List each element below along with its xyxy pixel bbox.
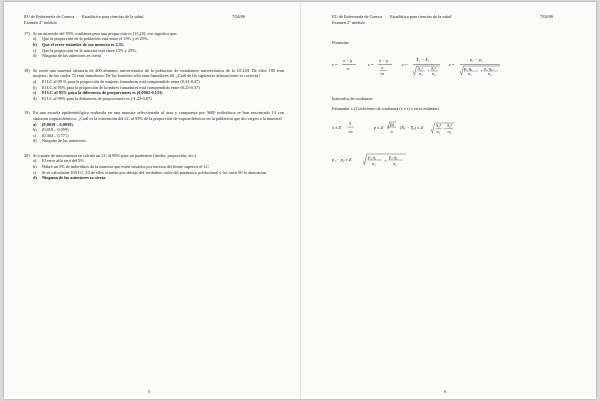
svg-text:n₁: n₁ <box>419 71 423 76</box>
option-text: Que la proporción de la población está entre el 15% y el 25%. <box>42 36 149 42</box>
question-20 <box>24 153 284 181</box>
option-letter: a) <box>33 158 37 164</box>
page-number: 6 <box>444 389 447 395</box>
option-letter: c) <box>33 169 37 175</box>
svg-text:n₂: n₂ <box>447 129 452 134</box>
svg-text:p₂·q₂: p₂·q₂ <box>484 66 493 71</box>
option-text: El LC al 95% para la diferencia de proporciones es (0,0062-0,153) <box>42 90 163 96</box>
option-letter: a) <box>33 36 37 42</box>
svg-text:+: + <box>427 68 430 73</box>
svg-text:S₂²: S₂² <box>447 123 452 128</box>
svg-text:p₁ − p₂: p₁ − p₂ <box>470 57 483 62</box>
right-header <box>332 14 582 26</box>
right-page <box>332 0 582 397</box>
svg-text:X̄₁ − X̄₂: X̄₁ − X̄₂ <box>416 57 430 62</box>
svg-text:√n: √n <box>379 71 385 76</box>
question-text: Si a partir de una muestra se calcula un LC al 90% para un parámetro (media, proporción, etc.) <box>33 152 196 158</box>
svg-text:p₂·q₂: p₂·q₂ <box>389 154 398 160</box>
left-header <box>24 14 284 26</box>
z-formulas <box>332 54 582 80</box>
svg-text:n₂: n₂ <box>432 71 436 76</box>
question-list <box>24 31 284 181</box>
option-letter: b) <box>33 164 37 170</box>
header-exam: Examen 2º módulo <box>332 19 365 25</box>
svg-text:z =: z = <box>368 62 374 67</box>
option-text: Que la proporción en la muestra está entre 15% y 25%. <box>42 47 137 53</box>
option-text: El LC al 99% para la diferencia de proporciones es (-1,23-0,87) <box>42 95 152 101</box>
question-18 <box>24 68 284 102</box>
option-correct <box>33 175 284 181</box>
header-institution: EU de Enfermería de Cuenca <box>332 14 383 19</box>
intervals-heading: Intervalos de confianza: <box>332 96 374 101</box>
question-number: 20) <box>24 152 30 158</box>
option-letter: a) <box>33 121 37 127</box>
header-exam: Examen 2º módulo <box>24 19 57 25</box>
svg-text:x − μ: x − μ <box>343 58 353 63</box>
header-date: 7/04/06 <box>540 14 554 19</box>
svg-text:x̄ ± Z: x̄ ± Z <box>332 125 341 130</box>
option-text: Que el error estándar de esa muestra es 2,55. <box>42 41 125 47</box>
option-letter: c) <box>33 47 37 53</box>
formulas-heading: Fórmulas: <box>332 40 350 45</box>
svg-text:+: + <box>443 126 447 131</box>
question-text: Si un intervalo del 95% confianza para una proporción es [15,25], eso significa que: <box>33 30 178 36</box>
option-letter: d) <box>33 53 37 59</box>
header-date: 7/04/06 <box>232 14 246 19</box>
option-letter: d) <box>33 95 37 101</box>
svg-text:z =: z = <box>332 62 338 67</box>
option <box>33 53 284 59</box>
svg-text:n₁: n₁ <box>468 71 472 76</box>
option-text: (0,0019 – 0,0059) <box>42 121 73 127</box>
page-number: 5 <box>148 389 151 395</box>
question-text: Se tomó una muestra aleatoria de 400 alumnos universitarios de la población de estudiantes universitarios de la UCLM. De ellos 180 eran mujeres, de las cuales 72 eran fumadoras. De los hombres sólo eran fumadores 66. ¿Cuál de las siguientes afirmaciones es correcta? <box>33 67 284 79</box>
svg-text:p₁·q₁: p₁·q₁ <box>464 66 473 71</box>
interval-formula-proportions <box>332 148 582 172</box>
option <box>33 96 284 102</box>
option-letter: d) <box>33 138 37 144</box>
option-text: Habrá un 5% de individuos de la muestra que estén situados por encima del límite superior el LC. <box>42 164 211 170</box>
header-course: Estadística para ciencias de la salud <box>82 14 144 19</box>
option-text: (0,019 – 0,059) <box>42 127 69 133</box>
svg-text:σ: σ <box>347 66 350 71</box>
svg-text:S₂²: S₂² <box>431 66 436 71</box>
svg-text:z =: z = <box>449 62 455 67</box>
option-letter: c) <box>33 90 37 96</box>
question-19 <box>24 110 284 144</box>
option-text: Ninguna de las anteriores <box>42 138 86 144</box>
page-fold <box>300 2 301 399</box>
svg-text:p₁·q₁: p₁·q₁ <box>368 154 377 160</box>
svg-text:(X̄₁ − X̄₂) ± Z: (X̄₁ − X̄₂) ± Z <box>400 125 424 130</box>
question-number: 17) <box>24 30 30 36</box>
question-number: 18) <box>24 67 30 73</box>
svg-text:z =: z = <box>402 62 408 67</box>
left-page <box>24 0 284 397</box>
svg-text:n₁: n₁ <box>372 161 376 166</box>
svg-text:+: + <box>384 158 387 163</box>
question-17 <box>24 31 284 59</box>
option-text: El error alfa será del 5% <box>42 158 84 164</box>
option-text: El LC al 99 % para la proporción de mujeres fumadoras está comprendido entre (0,32-0,47) <box>42 78 200 84</box>
svg-text:n₂: n₂ <box>393 161 397 166</box>
svg-text:n₂: n₂ <box>488 71 492 76</box>
svg-text:√n: √n <box>348 129 353 134</box>
question-number: 19) <box>24 110 30 116</box>
svg-text:x̄ − μ: x̄ − μ <box>379 58 389 63</box>
option-letter: d) <box>33 175 37 181</box>
option-text: (0,364 – 0,771) <box>42 132 69 138</box>
option-letter: b) <box>33 127 37 133</box>
option-text: El LC al 95% para la proporción de hombres fumadores está comprendido entre (0,25-0,37) <box>42 84 200 90</box>
svg-text:σ: σ <box>381 65 384 70</box>
svg-text:+: + <box>480 68 483 73</box>
svg-text:pq: pq <box>390 121 395 127</box>
svg-text:p ± Z: p ± Z <box>374 125 384 130</box>
option-text: Ninguna de las anteriores es cierta <box>42 53 102 59</box>
question-text: En una escuela epidemiológica realizada en una muestra seleccionada al azar y compuesta por 3600 individuos se han encontrado 14 con síntomas esquizofrénicos. ¿Cuál es la estimación del LC al 95% de la proporción de esquizofrénicos en la población que dio origen a la muestra? <box>33 110 284 121</box>
svg-text:n₁: n₁ <box>436 129 441 134</box>
interval-formulas-row1 <box>332 116 582 142</box>
option-letter: b) <box>33 41 37 47</box>
svg-text:S: S <box>349 121 352 126</box>
svg-text:S₁²: S₁² <box>418 66 423 71</box>
svg-text:p₁ − p₂ ± Z: p₁ − p₂ ± Z <box>332 157 352 162</box>
option-letter: c) <box>33 132 37 138</box>
option-text: Si se calculasen 100 LC, 10 de ellos estarían por debajo del verdadero valor del parámetro poblacional y los otros 90 lo abarcarían. <box>42 169 268 175</box>
option-letter: b) <box>33 84 37 90</box>
estimator-line: Estimador ± (Coeficiente de confianza (z ó t) x error estándar) <box>332 106 440 111</box>
option <box>33 138 284 144</box>
option-text: Ninguna de las anteriores es cierta. <box>42 175 107 181</box>
header-institution: EU de Enfermería de Cuenca <box>24 14 75 19</box>
svg-text:S₁²: S₁² <box>436 123 441 128</box>
header-course: Estadística para ciencias de la salud <box>390 14 452 19</box>
svg-text:n: n <box>390 129 393 134</box>
option-letter: a) <box>33 78 37 84</box>
